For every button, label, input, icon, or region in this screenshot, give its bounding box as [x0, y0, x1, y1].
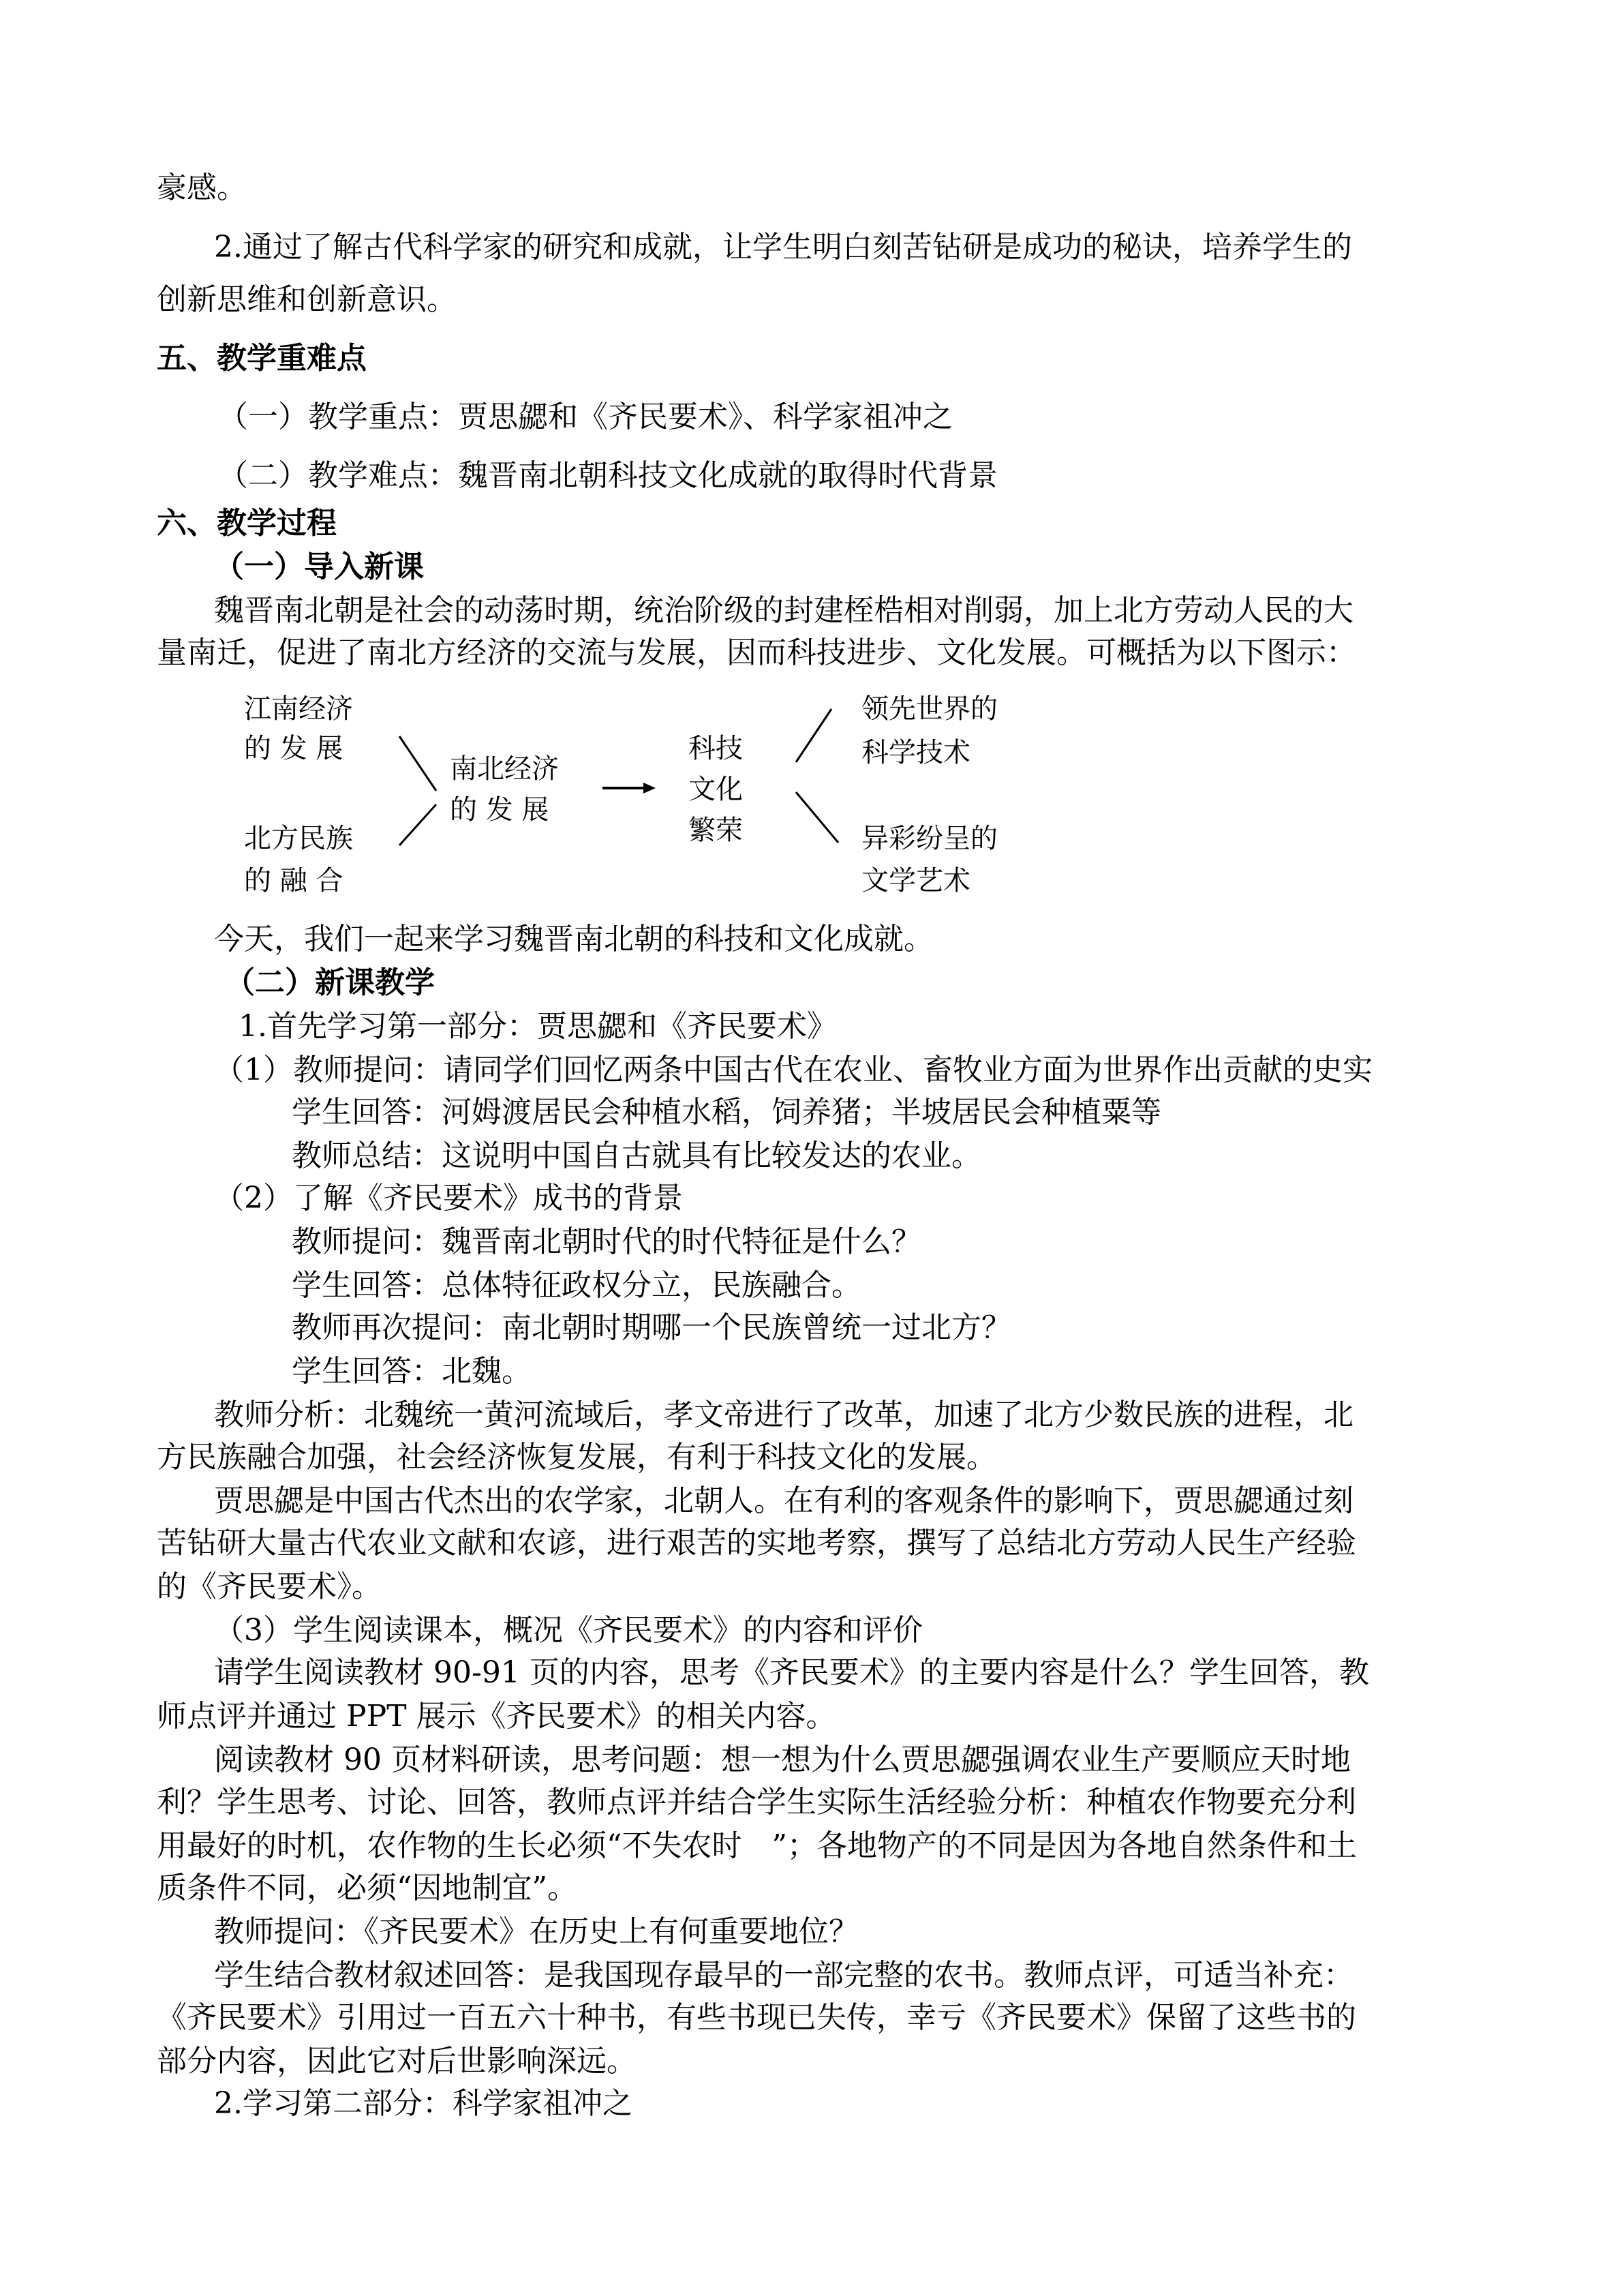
text-line: 教师分析：北魏统一黄河流域后，孝文帝进行了改革，加速了北方少数民族的进程，北: [214, 1398, 1353, 1432]
text-line: 教师总结：这说明中国自古就具有比较发达的农业。: [292, 1138, 981, 1173]
diagram-right-bottom-line2: 文学艺术: [861, 865, 970, 896]
text-line: 学生回答：北魏。: [292, 1354, 532, 1389]
text-line: 苦钻研大量古代农业文献和农谚，进行艰苦的实地考察，撰写了总结北方劳动人民生产经验: [157, 1526, 1356, 1560]
text-line: （一）教学重点：贾思勰和《齐民要术》、科学家祖冲之: [218, 399, 953, 434]
diagram-left-top-line1: 江南经济: [244, 693, 353, 725]
section-heading: 六、教学过程: [157, 506, 337, 541]
diagram-middle-line2: 的 发 展: [450, 794, 549, 826]
diagram-center-line2: 文化: [688, 774, 743, 805]
diagram-left-bottom-line1: 北方民族: [244, 823, 353, 854]
text-line: 用最好的时机，农作物的生长必须“不失农时 ”；各地物产的不同是因为各地自然条件和土: [157, 1828, 1357, 1863]
text-line: 魏晋南北朝是社会的动荡时期，统治阶级的封建桎梏相对削弱，加上北方劳动人民的大: [214, 593, 1353, 628]
diagram-right-top-line1: 领先世界的: [861, 693, 998, 725]
section-heading: 五、教学重难点: [157, 341, 367, 376]
diagram-middle-line1: 南北经济: [450, 753, 559, 785]
text-line: 1.首先学习第一部分：贾思勰和《齐民要术》: [239, 1009, 837, 1044]
diagram-right-bottom-line1: 异彩纷呈的: [861, 823, 998, 854]
text-line: （1）教师提问：请同学们回忆两条中国古代在农业、畜牧业方面为世界作出贡献的史实: [214, 1053, 1373, 1087]
text-line: 今天，我们一起来学习魏晋南北朝的科技和文化成就。: [214, 922, 934, 956]
text-line: 学生回答：总体特征政权分立，民族融合。: [292, 1268, 861, 1303]
text-line: 教师提问：魏晋南北朝时代的时代特征是什么？: [292, 1224, 921, 1259]
connector-line: [399, 804, 436, 845]
connector-line: [399, 736, 436, 791]
text-line: 豪感。: [157, 170, 247, 205]
text-line: 请学生阅读教材 90-91 页的内容，思考《齐民要术》的主要内容是什么？学生回答，教: [214, 1655, 1369, 1690]
text-line: （3）学生阅读课本，概况《齐民要术》的内容和评价: [214, 1613, 923, 1648]
text-line: 利？学生思考、讨论、回答，教师点评并结合学生实际生活经验分析：种植农作物要充分利: [157, 1785, 1356, 1819]
text-line: 师点评并通过 PPT 展示《齐民要术》的相关内容。: [157, 1699, 836, 1734]
diagram-center-line1: 科技: [688, 733, 743, 764]
text-line: 方民族融合加强，社会经济恢复发展，有利于科技文化的发展。: [157, 1440, 996, 1475]
text-line: 教师再次提问：南北朝时期哪一个民族曾统一过北方？: [292, 1310, 1011, 1345]
text-line: 质条件不同，必须“因地制宜”。: [157, 1871, 577, 1905]
text-line: 贾思勰是中国古代杰出的农学家，北朝人。在有利的客观条件的影响下，贾思勰通过刻: [214, 1483, 1353, 1518]
text-line: 2.学习第二部分：科学家祖冲之: [214, 2086, 632, 2121]
text-line: 《齐民要术》引用过一百五六十种书，有些书现已失传，幸亏《齐民要术》保留了这些书的: [157, 2000, 1356, 2035]
text-line: 的《齐民要术》。: [157, 1569, 382, 1604]
arrow-head: [643, 783, 656, 794]
text-line: 量南迁，促进了南北方经济的交流与发展，因而科技进步、文化发展。可概括为以下图示：: [157, 635, 1356, 670]
text-line: （二）教学难点：魏晋南北朝科技文化成就的取得时代背景: [218, 458, 998, 493]
text-line: 2.通过了解古代科学家的研究和成就，让学生明白刻苦钻研是成功的秘诀，培养学生的: [214, 230, 1352, 265]
subsection-heading: （一）导入新课: [214, 549, 424, 584]
text-line: 创新思维和创新意识。: [157, 282, 457, 317]
text-line: 学生结合教材叙述回答：是我国现存最早的一部完整的农书。教师点评，可适当补充：: [214, 1958, 1353, 1993]
diagram-left-bottom-line2: 的 融 合: [244, 865, 343, 896]
diagram-right-top-line2: 科学技术: [861, 737, 970, 768]
text-line: 学生回答：河姆渡居民会种植水稻，饲养猪；半坡居民会种植粟等: [292, 1095, 1161, 1130]
subsection-heading: （二）新课教学: [225, 965, 435, 1000]
text-line: 部分内容，因此它对后世影响深远。: [157, 2044, 637, 2079]
diagram-center-line3: 繁荣: [688, 815, 743, 846]
connector-line: [796, 792, 838, 843]
connector-line: [796, 709, 831, 762]
text-line: 阅读教材 90 页材料研读，思考问题：想一想为什么贾思勰强调农业生产要顺应天时地: [214, 1742, 1351, 1777]
diagram-left-top-line2: 的 发 展: [244, 733, 343, 764]
text-line: 教师提问：《齐民要术》在历史上有何重要地位？: [214, 1914, 859, 1949]
text-line: （2）了解《齐民要术》成书的背景: [214, 1181, 683, 1215]
